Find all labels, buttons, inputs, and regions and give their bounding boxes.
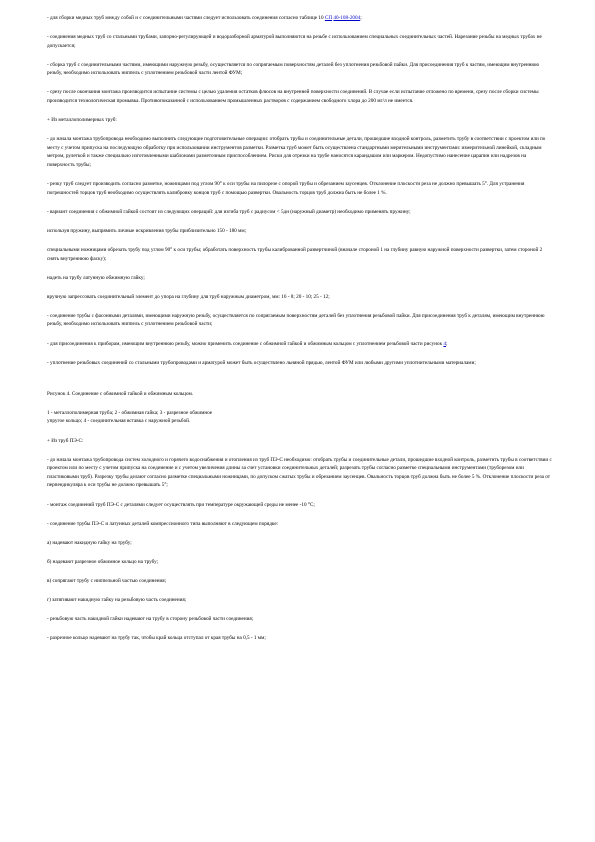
- step-c: в) сопрягают трубу с ниппельной частью соединения;: [47, 577, 167, 584]
- paragraph-put-nut: надеть на трубу латунную обжимную гайку;: [47, 274, 145, 281]
- paragraph-copper-pipes-joining: - для сборки медных труб между собой и с соединительными частями следует использовать соединения согласно таблице 10 СП 40-108-2004;: [47, 15, 362, 21]
- paragraph-nut-direction: - резьбовую часть накидной гайки надевают на трубу в сторону резьбовой части соединения;: [47, 616, 254, 623]
- paragraph-system-flushing: - срезу после окончания монтажа производится испытание системы с целью удаления остатков флюсов на внутренней поверхности соединений. В случае если испытание отложено по времени, срезу после сборки системы производится технологическая промывка. Противопоказанной с использованием промышленных растворов с содержанием свободного хлора до 200 мг/л не имеется.: [47, 89, 539, 105]
- step-b: б) надевают разрезное обжимное кольцо на трубу;: [47, 558, 159, 565]
- document-page: [47, 14, 552, 653]
- figure-4-caption: Рисунок 4. Соединение с обжимной гайкой и обжимным кольцом.: [47, 390, 194, 397]
- figure-4-legend: 1 - металлополимерная труба; 2 - обжимная гайка; 3 - разрезное обжимное упругое кольцо; 4 - соединительная вставка с наружной резьбой.: [47, 409, 213, 425]
- paragraph-pipe-cutting: - резку труб следует производить согласно разметке, ножницами под углом 90° к оси трубы на пилорезе с опорой трубы и обрезанием заусенцев. Отклонение плоскости реза не должно превышать 5°. Для устранения погрешностей торцов труб необходимо осуществлять калибровку концов труб с помощью развертки. Овальность торцов труб должна быть не более 1 %.: [47, 181, 525, 196]
- step-a: а) надевают накидную гайку на трубу;: [47, 539, 132, 546]
- paragraph-compression-nut-variant: - вариант соединения с обжимной гайкой состоит из следующих операций: для изгиба труб с радиусом < 5дн (наружный диаметр) необходимо применять пружину;: [47, 208, 411, 215]
- paragraph-device-connection: - для присоединения к приборам, имеющим внутреннюю резьбу, можно применить соединение с обжимной гайкой и обжимным кольцом с уплотнением резьбовой части рисунок 4;: [47, 340, 448, 347]
- figure-placeholder-gap: [47, 378, 552, 390]
- heading-pe-s-pipes: + Из труб ПЭ-С:: [47, 437, 84, 444]
- step-d: г) затягивают накидную гайку на резьбовую часть соединения;: [47, 596, 187, 603]
- heading-metal-polymer-pipes: + Из металлополимерных труб:: [47, 117, 117, 124]
- paragraph-spring-straightening: используя пружину, выпрямить личные искривления трубы приблизительно 150 - 180 мм;: [47, 227, 247, 234]
- paragraph-fitting-external-thread: - соединение трубы с фасонными деталями, имеющими наружную резьбу, осуществляется по сопрягаемым поверхностям деталей без уплотнения резьбовой пайки. Для присоединения труб к деталям, имеющим внутреннюю резьбу, необходимо использовать ниппель с уплотнением резьбовой части;: [47, 312, 545, 328]
- paragraph-installation-temperature: - монтаж соединений труб ПЭ-С с деталями следует осуществлять при температуре окружающей среды не менее -10 °С;: [47, 501, 315, 508]
- paragraph-pe-s-preparation: - до начала монтажа трубопровода систем холодного и горячего водоснабжения и отопления из труб ПЭ-С необходимо: отобрать трубы и соединительные детали, прошедшие входной контроль, разметить трубы в соответствии с проектом или по месту с учетом припуска на соединение и с учетом увеличения длины за счет установки соединительных деталей; разрезать трубы согласно разметке специальными инструментами (труборезом или пластиковыми труб). Разрезку трубы делают согласно разметке специальными ножницами, по допуском сжатых трубы и обрезанием заусенцев. Овальность торцов труб должна быть не более 5 %. Отклонение плоскости реза от перпендикуляра к оси трубы не должно превышать 5°;: [47, 456, 552, 489]
- paragraph-thread-sealing: - уплотнение резьбовых соединений со стальными трубопроводами и арматурой может быть осуществлено льняной прядью, лентой ФУМ или любыми другими уплотнительными материалами;: [47, 359, 476, 366]
- paragraph-press-element: вручную запрессовать соединительный элемент до упора на глубину для труб наружным диаметром, мм: 16 - 8; 20 - 10; 25 - 12;: [47, 293, 330, 300]
- paragraph-preparation-operations: - до начала монтажа трубопровода необходимо выполнить следующие подготовительные операции: отобрать трубы и соединительные детали, прошедшие входной контроль, разметить трубу в соответствии с проектом или по месту с учетом припуска на последующую обработку при использовании инструментов разметки. Разметка труб может быть осуществлена стандартными мерительными инструментами: измерительной линейкой, складным метром, рулеткой и также специально изготовленными шаблонами разметочным приспособлением. Риски для отрезки на трубе наносятся карандашом или маркером. Недопустимо нанесение царапин или надрезов на поверхность трубы;: [47, 136, 546, 169]
- sp-number-link[interactable]: 40-108-2004: [333, 15, 361, 21]
- paragraph-compression-joining-order: - соединение трубы ПЭ-С и латунных деталей компрессионного типа выполняют в следующем порядке:: [47, 520, 279, 527]
- paragraph-ring-offset: - разрезное кольцо надевают на трубу так, чтобы край кольца отступал от края трубы на 0,5 - 1 мм;: [47, 635, 266, 642]
- paragraph-copper-steel-joining: - соединения медных труб со стальными трубами, запорно-регулирующей и водоразборной арматурой выполняются на резьбе с использованием специальных соединительных частей. Нарезание резьбы на медных трубах не допускается;: [47, 34, 542, 49]
- figure-4-link[interactable]: 4: [443, 340, 446, 347]
- paragraph-cut-and-calibrate: специальными ножницами обрезать трубу под углом 90° к оси трубы; обработать поверхность трубы калиброванной развертчиной (вначале стороной 1 на глубину равную наружной поверхности развертки, затем стороной 2 снять внутреннюю фаску);: [47, 247, 543, 262]
- sp-reference-link[interactable]: СП: [324, 15, 333, 21]
- paragraph-external-thread-assembly: - сборка труб с соединительными частями, имеющими наружную резьбу, осуществляется по сопрягаемым поверхностям деталей без уплотнения резьбовой пайки. Для присоединения труб к частям, имеющим внутреннюю резьбу, необходимо использовать ниппель с уплотнением резьбовой части лентой ФУМ;: [47, 61, 540, 77]
